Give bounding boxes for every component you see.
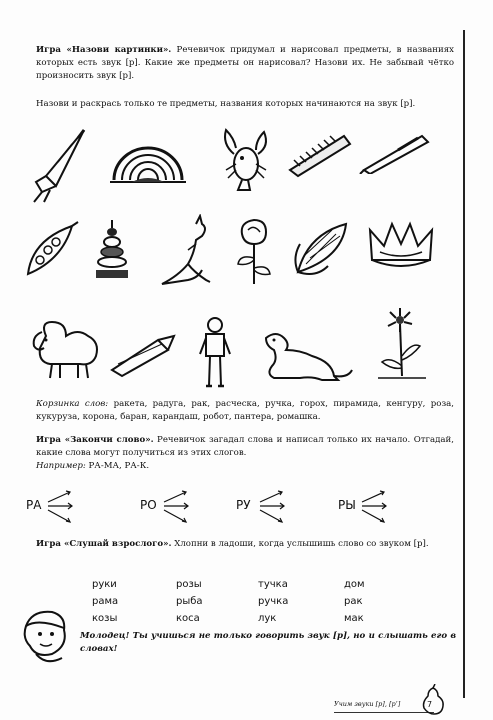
rocket-icon <box>28 126 92 206</box>
game2-example <box>36 460 454 473</box>
word-basket-label: Корзинка слов: <box>36 399 109 409</box>
boy-face-icon <box>18 608 72 668</box>
arrows-ru <box>258 490 288 530</box>
word-item: рыба <box>176 596 203 607</box>
game2-paragraph <box>36 434 454 460</box>
game2-text: Речевичок загадал слова и написал только их начало. Отгадай, какие слова могут получиться из этих слогов. <box>36 435 454 458</box>
comb-icon <box>284 128 354 178</box>
game1-title: Игра «Назови картинки». <box>36 45 172 55</box>
praise-text <box>80 630 456 656</box>
game1-text: Речевичок придумал и нарисовал предметы, в названиях которых есть звук [р]. Какие же предметы он нарисовал? Назови их. Не забывай чётко произносить звук [р]. <box>36 45 454 81</box>
game2-example-text: РА-МА, РА-К. <box>85 461 150 471</box>
syllable-ra: РА <box>26 498 42 512</box>
word-column-4 <box>344 576 365 627</box>
ram-icon <box>26 318 104 382</box>
word-item: розы <box>176 579 202 590</box>
word-item: лук <box>258 613 277 624</box>
pencil-icon <box>108 334 178 378</box>
page-edge-rule <box>463 30 465 698</box>
word-item: руки <box>92 579 117 590</box>
pear-icon <box>420 684 446 716</box>
daisy-icon <box>372 306 428 382</box>
pen-icon <box>358 130 432 174</box>
game3-paragraph <box>36 538 454 551</box>
crown-icon <box>366 220 436 272</box>
game3-text: Хлопни в ладоши, когда услышишь слово со звуком [р]. <box>171 539 429 549</box>
word-item: мак <box>344 613 364 624</box>
game1-paragraph <box>36 44 454 83</box>
word-item: дом <box>344 579 365 590</box>
praise-sentence: Молодец! Ты учишься не только говорить звук [р], но и слышать его в словах! <box>80 631 456 654</box>
arrows-ry <box>360 490 390 530</box>
word-column-3 <box>258 576 288 627</box>
syllable-ru: РУ <box>236 498 251 512</box>
pyramid-toy-icon <box>92 218 132 282</box>
game1-instruction <box>36 98 454 111</box>
corn-icon <box>288 218 354 280</box>
word-item: рак <box>344 596 363 607</box>
syllable-ro: РО <box>140 498 157 512</box>
footer-rule <box>334 712 434 713</box>
pea-pod-icon <box>22 220 82 280</box>
running-title: Учим звуки [р], [р’] <box>334 700 401 708</box>
word-basket <box>36 398 454 424</box>
word-column-1 <box>92 576 118 627</box>
word-basket-words: ракета, радуга, рак, расческа, ручка, горох, пирамида, кенгуру, роза, кукуруза, корона, баран, карандаш, робот, пантера, ромашка. <box>36 399 454 422</box>
page-number: 7 <box>427 700 433 709</box>
kangaroo-icon <box>148 214 216 286</box>
word-item: коса <box>176 613 200 624</box>
word-item: ручка <box>258 596 289 607</box>
game1-instruction-text: Назови и раскрась только те предметы, названия которых начинаются на звук [р]. <box>36 99 416 109</box>
arrows-ra <box>46 490 76 530</box>
game2-example-label: Например: <box>36 461 86 471</box>
syllable-row <box>0 490 493 530</box>
rose-icon <box>232 214 276 286</box>
game3-title: Игра «Слушай взрослого». <box>36 539 172 549</box>
word-item: тучка <box>258 579 288 590</box>
robot-icon <box>198 316 232 390</box>
syllable-ry: РЫ <box>338 498 356 512</box>
word-item: рама <box>92 596 119 607</box>
word-item: козы <box>92 613 118 624</box>
crayfish-icon <box>214 124 274 194</box>
word-column-2 <box>176 576 203 627</box>
arrows-ro <box>162 490 192 530</box>
rainbow-icon <box>108 136 188 186</box>
game2-title: Игра «Закончи слово». <box>36 435 154 445</box>
panther-icon <box>252 326 356 384</box>
